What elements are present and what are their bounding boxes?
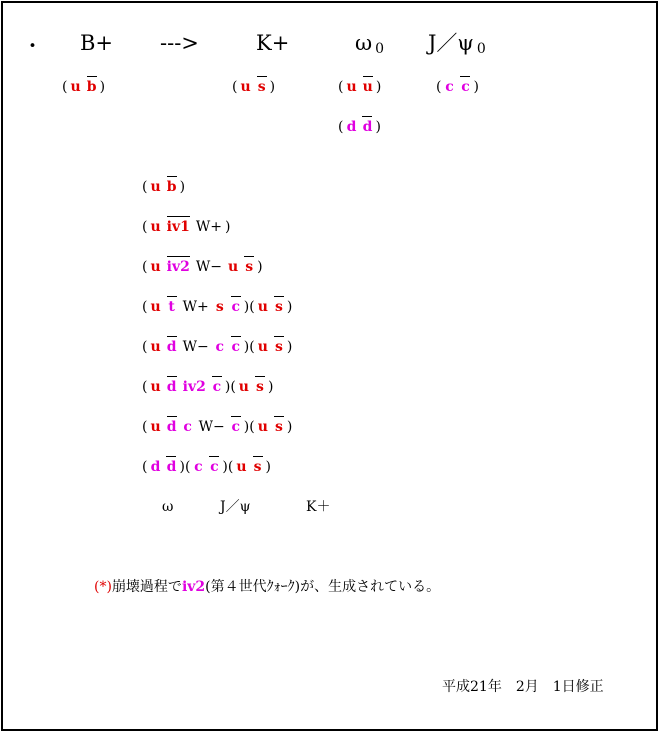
decay-row-4: ( u t W+ s c )( u s ) <box>142 300 292 314</box>
decay-row-5: ( u d W− c c )( u s ) <box>142 340 292 354</box>
note-mark: (*) <box>94 579 112 595</box>
note-line: (*)崩壊過程でiv2(第４世代ｸｫｰｸ)が、生成されている。 <box>94 579 441 595</box>
bullet: ・ <box>22 34 43 58</box>
jpsi-label: J／ψ 0 <box>428 31 486 57</box>
b-plus-quarks: ( u b ) <box>62 80 105 94</box>
decay-arrow: ---> <box>160 31 199 55</box>
product-omega: ω <box>162 499 174 515</box>
decay-row-8: ( d d )( c c )( u s ) <box>142 460 271 474</box>
revision-date: 平成21年 2月 1日修正 <box>442 679 604 695</box>
decay-row-3: ( u iv2 W− u s ) <box>142 260 263 274</box>
decay-row-1: ( u b ) <box>142 180 185 194</box>
jpsi-quarks: ( c c ) <box>436 80 479 94</box>
note-term: iv2 <box>181 579 206 595</box>
decay-row-6: ( u d iv2 c )( u s ) <box>142 380 273 394</box>
omega-quarks-uu: ( u u ) <box>338 80 381 94</box>
b-plus-label: B+ <box>80 31 114 55</box>
page-frame <box>1 1 658 731</box>
k-plus-label: K+ <box>256 31 290 55</box>
product-jpsi: J／ψ <box>220 499 251 515</box>
decay-row-7: ( u d c W− c )( u s ) <box>142 420 292 434</box>
product-k-plus: K＋ <box>306 499 331 515</box>
omega-quarks-dd: ( d d ) <box>338 120 381 134</box>
omega-label: ω 0 <box>355 31 385 57</box>
k-plus-quarks: ( u s ) <box>232 80 275 94</box>
decay-row-2: ( u iv1 W+ ) <box>142 220 230 234</box>
